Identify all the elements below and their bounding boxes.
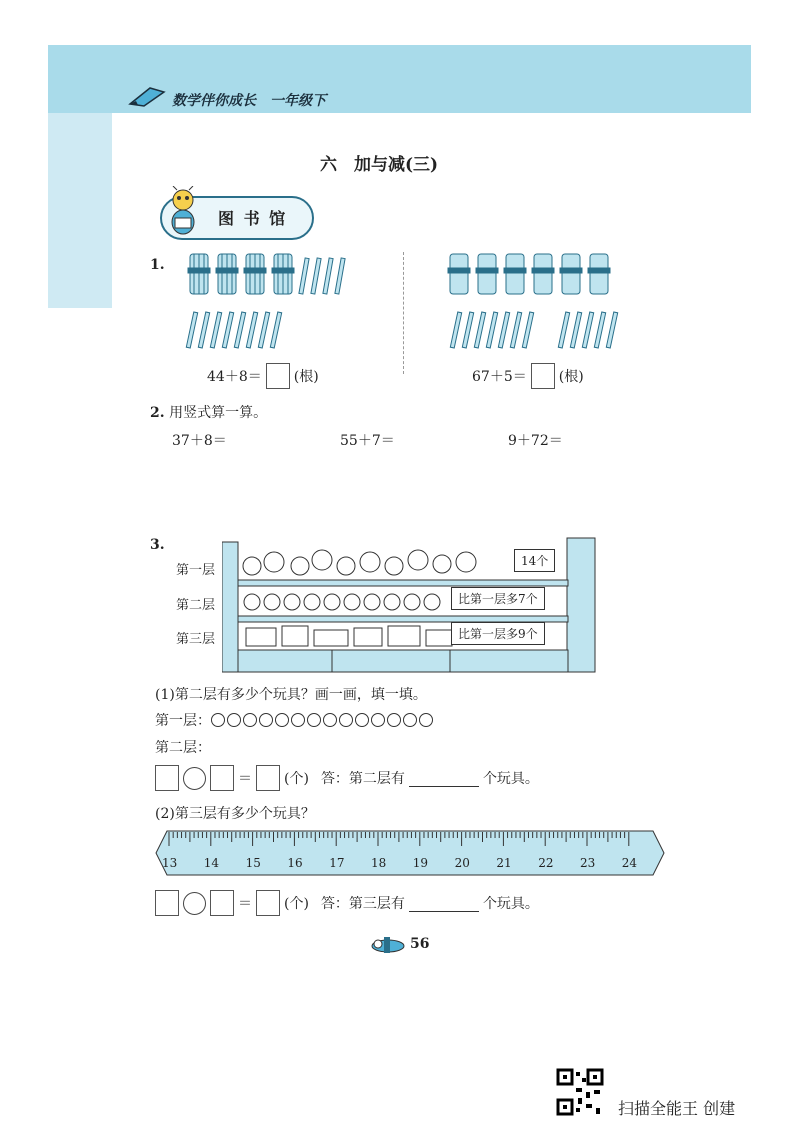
row1-circle xyxy=(211,713,225,727)
q2-expr-1: 37＋8＝ xyxy=(172,433,227,449)
section-badge-label: 图 书 馆 xyxy=(218,209,288,228)
q1-right-sticks xyxy=(440,252,640,362)
q1-right-unit: (根) xyxy=(558,369,584,385)
row1-circle xyxy=(371,713,385,727)
q3a-answer-blank[interactable] xyxy=(409,770,479,787)
q3a-answer-tail: 个玩具。 xyxy=(482,771,539,787)
q1-divider xyxy=(403,252,404,374)
q2-expr-3: 9＋72＝ xyxy=(508,433,563,449)
q3a-unit: (个) xyxy=(284,771,309,787)
shelf-tag-1: 14个 xyxy=(514,549,555,572)
q2-prompt: 用竖式算一算。 xyxy=(169,405,268,421)
ruler-label: 22 xyxy=(538,856,554,870)
q1-number: 1. xyxy=(150,257,165,273)
q3a-box-3[interactable] xyxy=(256,765,280,791)
bundle-icon xyxy=(272,254,294,294)
q2-expr-2: 55＋7＝ xyxy=(340,433,395,449)
row1-circle xyxy=(275,713,289,727)
scanner-watermark: 扫描全能王 创建 xyxy=(618,1099,736,1118)
row1-label: 第一层： xyxy=(155,713,211,729)
row1-circle xyxy=(419,713,433,727)
row1-circle xyxy=(259,713,273,727)
header-title: 数学伴你成长 一年级下 xyxy=(172,93,326,109)
q1-left-equation xyxy=(207,363,319,389)
ruler-label: 13 xyxy=(162,856,178,870)
ruler-label: 17 xyxy=(329,856,345,870)
q1-right-expr: 67＋5＝ xyxy=(472,369,527,385)
ruler-label: 16 xyxy=(287,856,303,870)
row1-circle xyxy=(355,713,369,727)
q3b-box-3[interactable] xyxy=(256,890,280,916)
airplane-mascot-icon xyxy=(368,935,408,955)
ruler-label: 19 xyxy=(412,856,429,870)
ruler-label: 24 xyxy=(621,856,638,870)
ruler-label: 15 xyxy=(245,856,261,870)
q1-right-equation xyxy=(472,363,584,389)
page-number: 56 xyxy=(410,936,430,952)
row1-circle xyxy=(243,713,257,727)
q3b-answer-text: 答：第三层有 xyxy=(320,896,405,912)
bundle-icon xyxy=(188,254,210,294)
q3-part2-prompt: (2)第三层有多少个玩具？ xyxy=(155,806,315,822)
row1-circle xyxy=(307,713,321,727)
ruler xyxy=(155,830,665,876)
q2-heading xyxy=(150,402,267,422)
q3b-operator-circle[interactable] xyxy=(183,892,206,915)
q3b-box-1[interactable] xyxy=(155,890,179,916)
q3a-box-1[interactable] xyxy=(155,765,179,791)
q3a-box-2[interactable] xyxy=(210,765,234,791)
row1-circle xyxy=(339,713,353,727)
bundle-icon xyxy=(216,254,238,294)
bee-mascot-icon xyxy=(163,186,205,240)
row2-label: 第二层： xyxy=(155,740,211,756)
qr-code-icon xyxy=(556,1068,604,1116)
q3b-equals: ＝ xyxy=(238,896,252,912)
q1-left-answer-box[interactable] xyxy=(266,363,290,389)
row1-circle xyxy=(291,713,305,727)
q1-left-expr: 44＋8＝ xyxy=(207,369,262,385)
ruler-label: 18 xyxy=(371,856,387,870)
chapter-title: 六 加与减(三) xyxy=(320,155,439,175)
q3a-equals: ＝ xyxy=(238,771,252,787)
shelf-label-2: 第二层 xyxy=(176,598,216,613)
q3-part1-prompt: (1)第二层有多少个玩具？画一画，填一填。 xyxy=(155,687,427,703)
ruler-label: 23 xyxy=(580,856,596,870)
shelf-label-3: 第三层 xyxy=(176,632,216,647)
row1 xyxy=(155,710,435,730)
q1-right-answer-box[interactable] xyxy=(531,363,555,389)
ruler-label: 21 xyxy=(496,856,512,870)
q3b-answer-blank[interactable] xyxy=(409,895,479,912)
left-band xyxy=(48,113,112,308)
row1-circle xyxy=(323,713,337,727)
q3-number: 3. xyxy=(150,537,165,553)
q2-number: 2. xyxy=(150,405,165,421)
row1-circle xyxy=(403,713,417,727)
q3a-operator-circle[interactable] xyxy=(183,767,206,790)
q3a-answer-text: 答：第二层有 xyxy=(320,771,405,787)
q3-part1-equation xyxy=(155,765,539,791)
row1-circle xyxy=(227,713,241,727)
bundle-icon xyxy=(244,254,266,294)
ruler-label: 14 xyxy=(203,856,220,870)
pencil-logo-icon xyxy=(128,84,168,108)
q3b-box-2[interactable] xyxy=(210,890,234,916)
q3b-answer-tail: 个玩具。 xyxy=(482,896,539,912)
row1-circles xyxy=(211,712,435,728)
q3-part2-equation xyxy=(155,890,539,916)
row1-circle xyxy=(387,713,401,727)
ruler-label: 20 xyxy=(454,856,470,870)
shelf-tag-3: 比第一层多9个 xyxy=(451,622,545,645)
q1-left-sticks xyxy=(180,252,380,362)
shelf-label-1: 第一层 xyxy=(176,563,216,578)
shelf-tag-2: 比第一层多7个 xyxy=(451,587,545,610)
q3b-unit: (个) xyxy=(284,896,309,912)
q1-left-unit: (根) xyxy=(293,369,319,385)
